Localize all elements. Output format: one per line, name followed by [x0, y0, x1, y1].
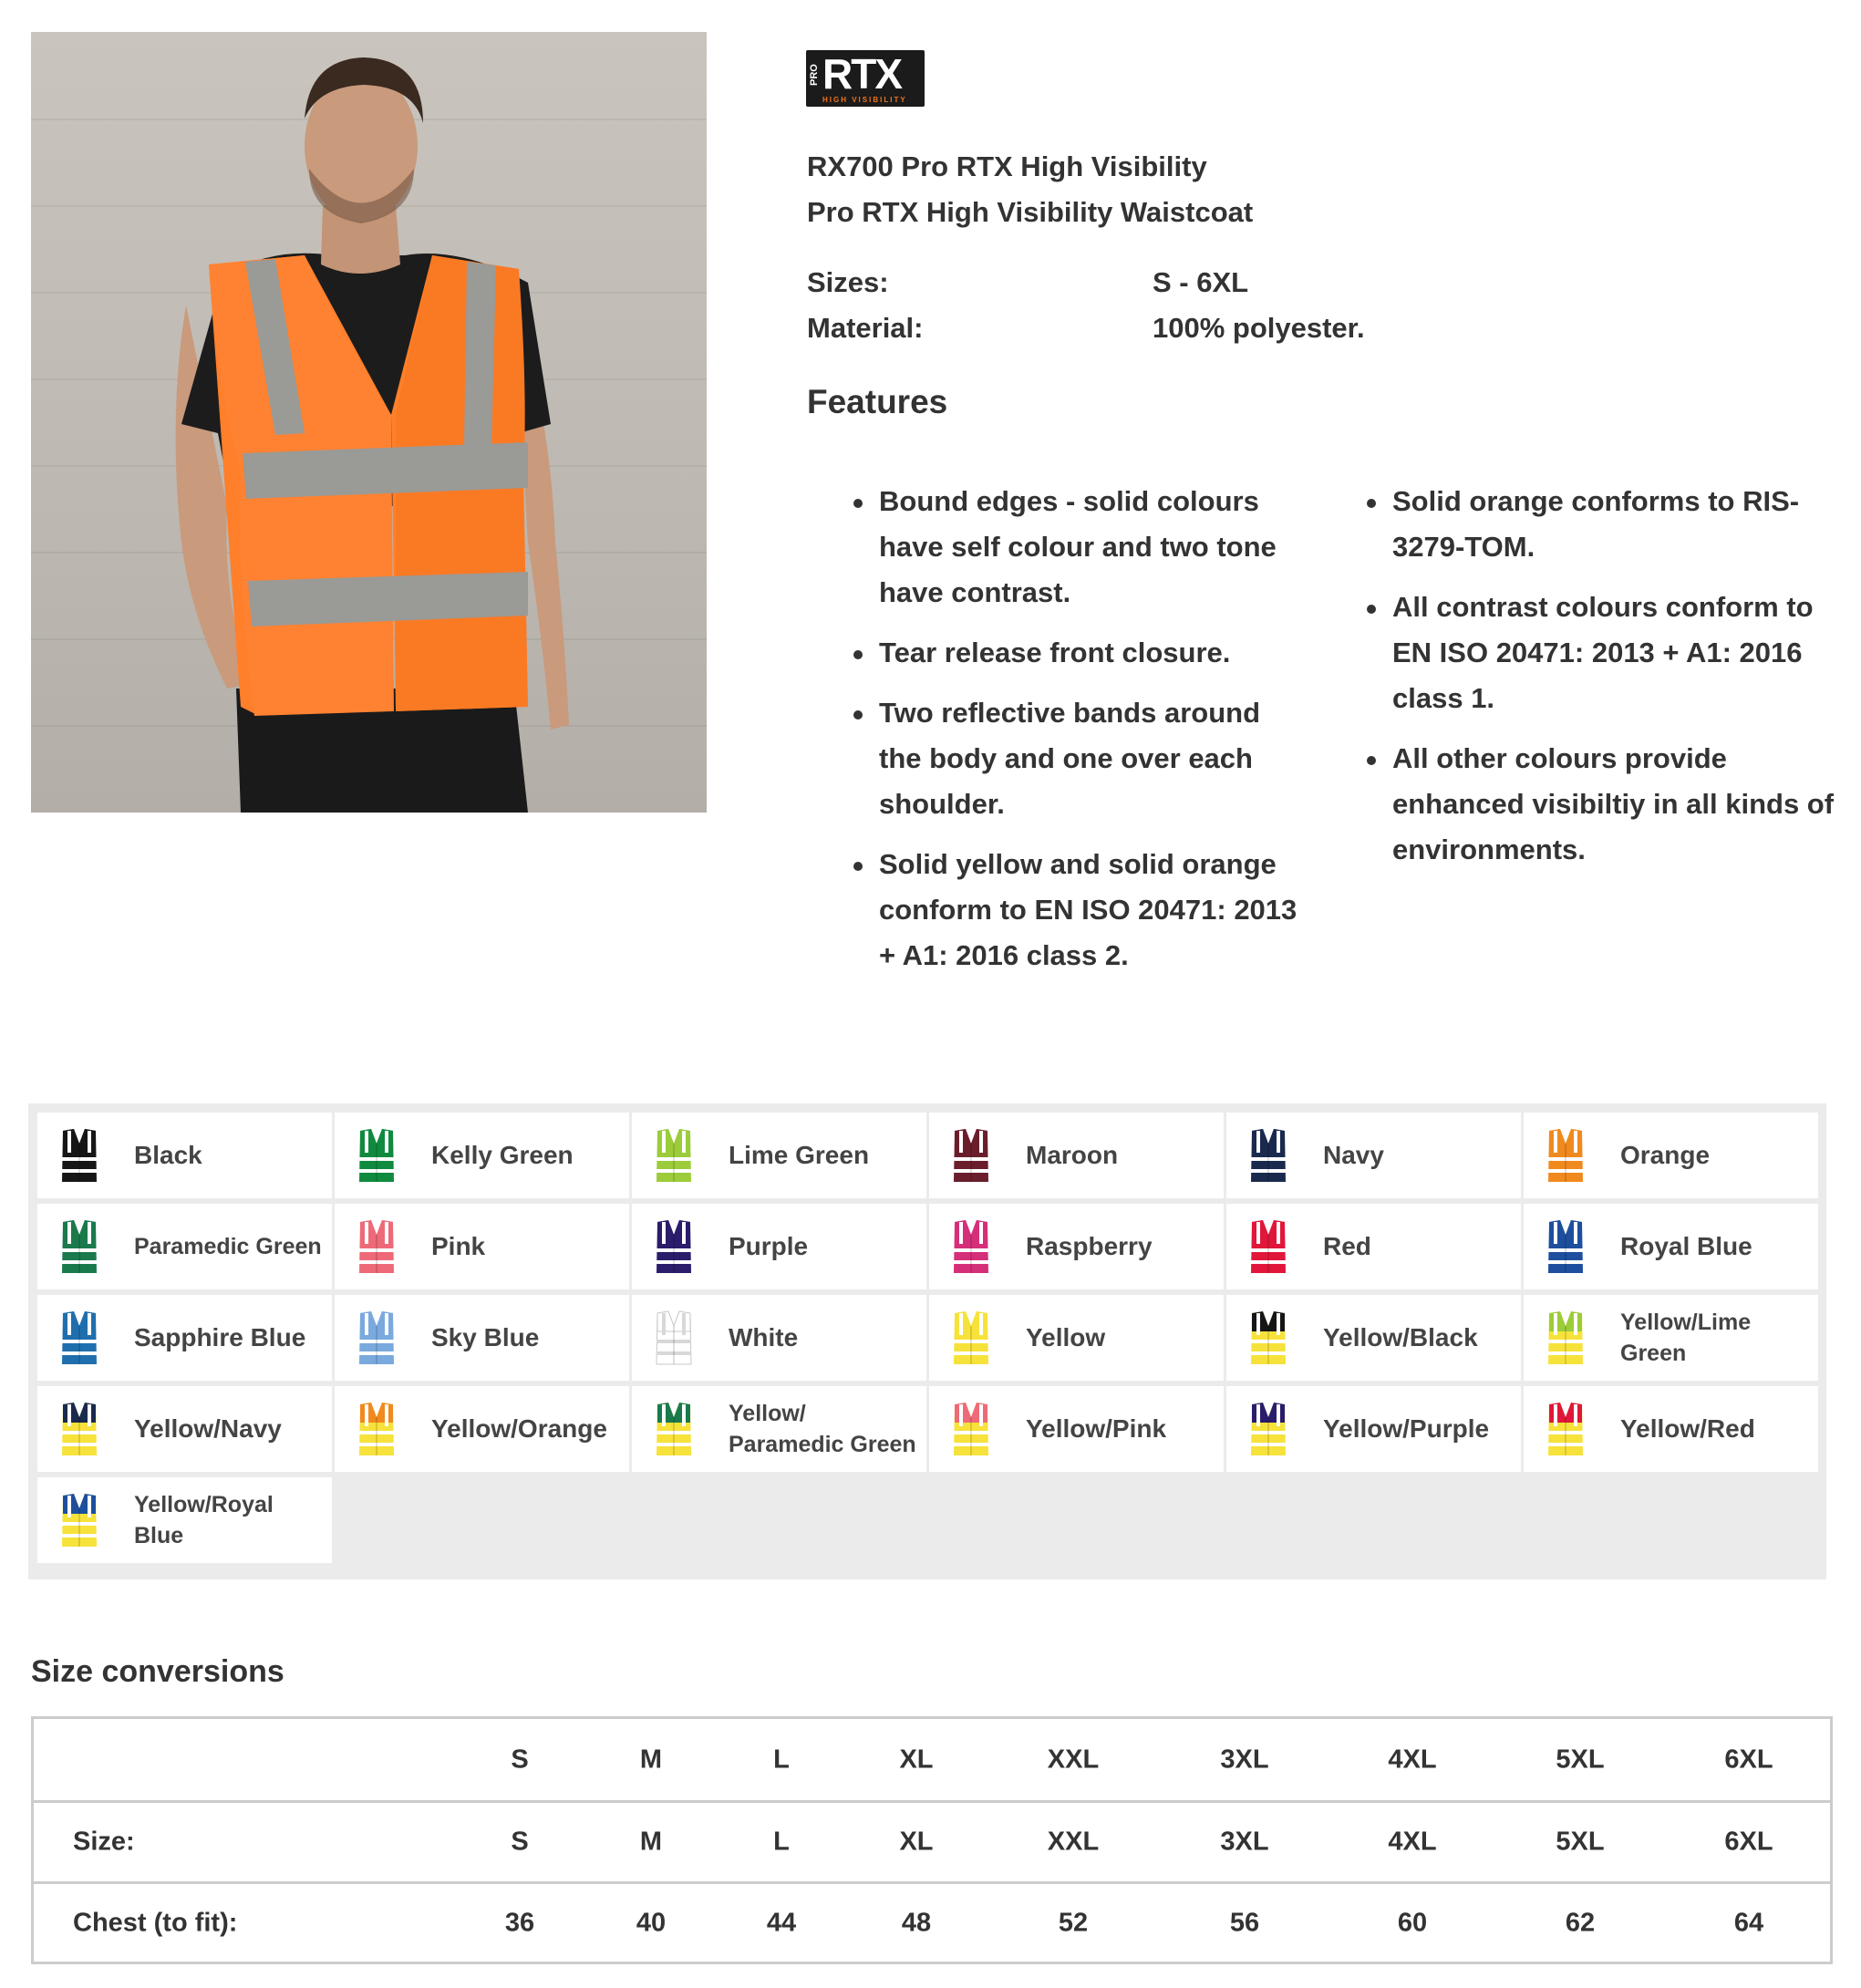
- colour-option[interactable]: [1524, 1113, 1818, 1198]
- vest-swatch-icon: [1248, 1310, 1288, 1366]
- table-cell: 56: [1229, 1908, 1260, 1937]
- table-row: [34, 1881, 1830, 1962]
- colour-name: Sapphire Blue: [134, 1323, 306, 1351]
- feature-item: All contrast colours conform to EN ISO 20471: 2013 + A1: 2016 class 1.: [1365, 585, 1857, 721]
- feature-item: All other colours provide enhanced visibiltiy in all kinds of environments.: [1365, 736, 1857, 873]
- colour-option[interactable]: [1226, 1204, 1521, 1289]
- vest-swatch-icon: [59, 1310, 99, 1366]
- colour-option[interactable]: [632, 1113, 926, 1198]
- vest-swatch-icon: [654, 1401, 694, 1457]
- spec-label-sizes: Sizes:: [807, 266, 889, 298]
- colour-name: Sky Blue: [431, 1323, 540, 1351]
- colour-name: Royal Blue: [1620, 1232, 1752, 1260]
- colour-name: Purple: [729, 1232, 809, 1260]
- vest-swatch-icon: [1546, 1401, 1586, 1457]
- vest-swatch-icon: [951, 1401, 991, 1457]
- colour-option[interactable]: [929, 1386, 1224, 1472]
- colour-name: Red: [1323, 1232, 1371, 1260]
- colour-option[interactable]: [335, 1204, 629, 1289]
- logo-tagline: HIGH VISIBILITY: [822, 96, 907, 104]
- table-header-row: [34, 1719, 1830, 1800]
- colour-name: Pink: [431, 1232, 486, 1260]
- vest-swatch-icon: [951, 1218, 991, 1275]
- row-label: Size:: [73, 1827, 135, 1857]
- colour-option[interactable]: [929, 1295, 1224, 1381]
- vest-swatch-icon: [357, 1127, 397, 1184]
- colour-name: Raspberry: [1026, 1232, 1153, 1260]
- features-heading: Features: [807, 383, 948, 420]
- vest-swatch-icon: [357, 1401, 397, 1457]
- feature-item: Solid orange conforms to RIS-3279-TOM.: [1365, 479, 1857, 570]
- colour-name: Orange: [1620, 1141, 1711, 1169]
- size-conversions-heading: Size conversions: [31, 1654, 284, 1689]
- table-cell: 64: [1733, 1908, 1764, 1937]
- colour-option[interactable]: [37, 1295, 332, 1381]
- table-cell: 44: [766, 1908, 797, 1937]
- table-cell: XXL: [1047, 1827, 1100, 1857]
- vest-swatch-icon: [1546, 1127, 1586, 1184]
- table-cell: 5XL: [1556, 1827, 1605, 1857]
- product-name-title: Pro RTX High Visibility Waistcoat: [807, 196, 1254, 228]
- vest-swatch-icon: [357, 1218, 397, 1275]
- vest-swatch-icon: [59, 1492, 99, 1548]
- colour-option[interactable]: [1226, 1386, 1521, 1472]
- colour-option[interactable]: [632, 1295, 926, 1381]
- logo-prefix: PRO: [809, 64, 820, 86]
- colour-option[interactable]: [335, 1386, 629, 1472]
- colour-option[interactable]: [37, 1113, 332, 1198]
- colour-option[interactable]: [37, 1477, 332, 1563]
- colour-option[interactable]: [335, 1295, 629, 1381]
- colour-swatch-grid: [28, 1103, 1826, 1579]
- colour-name: Yellow/Orange: [431, 1414, 607, 1443]
- colour-cells: [37, 1113, 1817, 1563]
- product-photo: [31, 32, 707, 813]
- vest-swatch-icon: [951, 1310, 991, 1366]
- column-header: XL: [899, 1745, 934, 1774]
- colour-name: Yellow/Purple: [1323, 1414, 1490, 1443]
- colour-name: Yellow/Navy: [134, 1414, 282, 1443]
- colour-option[interactable]: [632, 1204, 926, 1289]
- colour-name: Navy: [1323, 1141, 1384, 1169]
- spec-value-sizes: S - 6XL: [1153, 266, 1249, 298]
- table-cell: 60: [1397, 1908, 1428, 1937]
- size-conversion-table: [31, 1716, 1833, 1964]
- colour-name: Yellow/Pink: [1026, 1414, 1167, 1443]
- colour-name: Lime Green: [729, 1141, 870, 1169]
- colour-option[interactable]: [929, 1204, 1224, 1289]
- column-header: 3XL: [1220, 1745, 1269, 1774]
- column-header: M: [639, 1745, 663, 1774]
- column-header: L: [773, 1745, 790, 1774]
- colour-option[interactable]: [1226, 1113, 1521, 1198]
- colour-name: Yellow/Lime Green: [1620, 1310, 1752, 1366]
- table-cell: M: [639, 1827, 663, 1857]
- feature-item: Tear release front closure.: [852, 630, 1308, 676]
- table-cell: 3XL: [1220, 1827, 1269, 1857]
- vest-swatch-icon: [951, 1127, 991, 1184]
- colour-option[interactable]: [37, 1204, 332, 1289]
- colour-name: Yellow/Black: [1323, 1323, 1478, 1351]
- vest-swatch-icon: [654, 1310, 694, 1366]
- colour-option[interactable]: [1524, 1386, 1818, 1472]
- colour-option[interactable]: [335, 1113, 629, 1198]
- colour-option[interactable]: [929, 1113, 1224, 1198]
- vest-swatch-icon: [654, 1218, 694, 1275]
- vest-swatch-icon: [59, 1401, 99, 1457]
- colour-option[interactable]: [37, 1386, 332, 1472]
- vest-swatch-icon: [654, 1127, 694, 1184]
- feature-item: Bound edges - solid colours have self colour and two tone have contrast.: [852, 479, 1308, 616]
- table-cell: 36: [504, 1908, 535, 1937]
- logo-main: RTX: [822, 50, 901, 98]
- column-header: 4XL: [1388, 1745, 1437, 1774]
- spec-value-material: 100% polyester.: [1153, 312, 1365, 344]
- vest-swatch-icon: [59, 1218, 99, 1275]
- colour-name: White: [729, 1323, 799, 1351]
- column-header: S: [511, 1745, 529, 1774]
- spec-label-material: Material:: [807, 312, 924, 344]
- vest-swatch-icon: [357, 1310, 397, 1366]
- vest-swatch-icon: [1546, 1310, 1586, 1366]
- table-cell: 4XL: [1388, 1827, 1437, 1857]
- features-list-right: [1365, 479, 1857, 887]
- table-cell: 6XL: [1724, 1827, 1773, 1857]
- colour-name: Paramedic Green: [134, 1234, 322, 1259]
- vest-swatch-icon: [1248, 1127, 1288, 1184]
- colour-option[interactable]: [1226, 1295, 1521, 1381]
- column-header: 5XL: [1556, 1745, 1605, 1774]
- colour-option[interactable]: [1524, 1295, 1818, 1381]
- table-cell: XL: [899, 1827, 934, 1857]
- model-wearing-vest-illustration: [31, 32, 707, 813]
- colour-name: Black: [134, 1141, 202, 1169]
- pro-rtx-brand-logo: [806, 50, 925, 107]
- colour-name: Kelly Green: [431, 1141, 574, 1169]
- colour-option[interactable]: [1524, 1204, 1818, 1289]
- vest-swatch-icon: [59, 1127, 99, 1184]
- colour-name: Yellow/ Paramedic Green: [729, 1401, 916, 1457]
- table-cell: L: [773, 1827, 790, 1857]
- colour-name: Yellow: [1026, 1323, 1106, 1351]
- colour-name: Yellow/Royal Blue: [134, 1492, 274, 1548]
- table-cell: S: [511, 1827, 529, 1857]
- colour-name: Yellow/Red: [1620, 1414, 1755, 1443]
- colour-name: Maroon: [1026, 1141, 1119, 1169]
- colour-option[interactable]: [632, 1386, 926, 1472]
- feature-item: Two reflective bands around the body and one over each shoulder.: [852, 690, 1308, 827]
- table-cell: 52: [1058, 1908, 1089, 1937]
- table-cell: 40: [636, 1908, 667, 1937]
- features-list-left: [852, 479, 1308, 993]
- table-row: [34, 1800, 1830, 1881]
- vest-swatch-icon: [1248, 1218, 1288, 1275]
- table-cell: 62: [1565, 1908, 1596, 1937]
- column-header: XXL: [1047, 1745, 1100, 1774]
- vest-swatch-icon: [1248, 1401, 1288, 1457]
- table-cell: 48: [901, 1908, 932, 1937]
- vest-swatch-icon: [1546, 1218, 1586, 1275]
- row-label: Chest (to fit):: [73, 1908, 238, 1937]
- product-code-title: RX700 Pro RTX High Visibility: [807, 150, 1207, 182]
- column-header: 6XL: [1724, 1745, 1773, 1774]
- feature-item: Solid yellow and solid orange conform to EN ISO 20471: 2013 + A1: 2016 class 2.: [852, 842, 1308, 978]
